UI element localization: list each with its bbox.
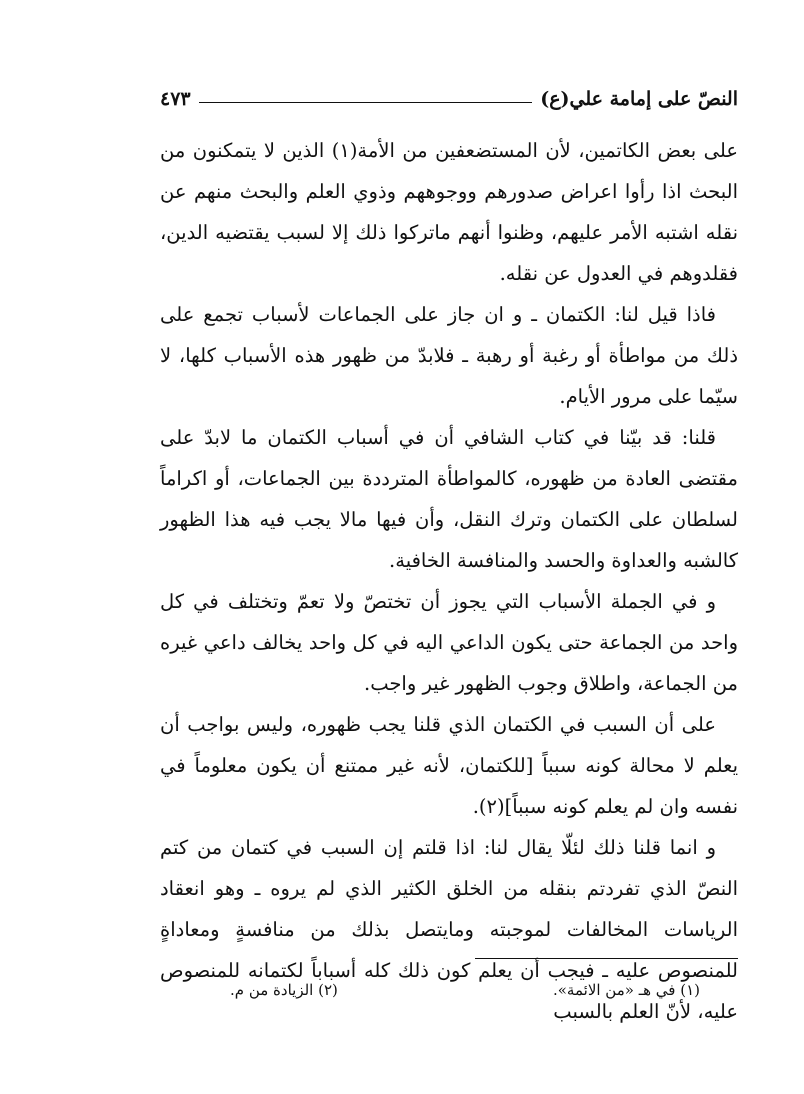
- paragraph: و في الجملة الأسباب التي يجوز أن تختصّ ولا تعمّ وتختلف في كل واحد من الجماعة حتى يكون الداعي اليه في كل واحد يخالف داعي غيره من الجماعة، واطلاق وجوب الظهور غير واجب.: [160, 590, 738, 695]
- body-text: [160, 130, 738, 1032]
- paragraph: على أن السبب في الكتمان الذي قلنا يجب ظهوره، وليس بواجب أن يعلم لا محالة كونه سبباً [للكتمان، لأنه غير ممتنع أن يكون معلوماً في نفسه وان لم يعلم كونه سبباً](٢).: [160, 713, 738, 818]
- footnote-rule: [475, 958, 738, 959]
- paragraph: قلنا: قد بيّنا في كتاب الشافي أن في أسباب الكتمان ما لابدّ على مقتضى العادة من ظهوره، كالمواطأة المترددة بين الجماعات، أو اكراماً لسلطان على الكتمان وترك النقل، وأن فيها مالا يجب فيه هذا الظهور كالشبه والعداوة والحسد والمنافسة الخافية.: [160, 426, 738, 572]
- footnote-2: (٢) الزيادة من م.: [230, 981, 338, 999]
- page-number: ٤٧٣: [160, 88, 191, 110]
- header-rule: [199, 102, 533, 103]
- running-title: النصّ على إمامة علي(ع): [540, 88, 738, 110]
- running-header: [160, 84, 738, 114]
- footnotes: [230, 978, 700, 1002]
- footnote-1: (١) في هـ «من الائمة».: [552, 981, 700, 999]
- paragraph: و انما قلنا ذلك لئلّا يقال لنا: اذا قلتم إن السبب في كتمان من كتم النصّ الذي تفردتم بنقله من الخلق الكثير الذي لم يروه ـ وهو انعقاد الرياسات المخالفات لموجبته ومايتصل بذلك من منافسةٍ ومعاداةٍ للمنصوص عليه ـ فيجب أن يعلم كون ذلك كله أسباباً لكتمانه للمنصوص عليه، لأنّ العلم بالسبب: [160, 836, 738, 1023]
- paragraph: على بعض الكاتمين، لأن المستضعفين من الأمة(١) الذين لا يتمكنون من البحث اذا رأوا اعراض صدورهم ووجوههم وذوي العلم والبحث منهم عن نقله اشتبه الأمر عليهم، وظنوا أنهم ماتركوا ذلك إلا لسبب يقتضيه الدين، فقلدوهم في العدول عن نقله.: [160, 139, 739, 285]
- paragraph: فاذا قيل لنا: الكتمان ـ و ان جاز على الجماعات لأسباب تجمع على ذلك من مواطأة أو رغبة أو رهبة ـ فلابدّ من ظهور هذه الأسباب كلها، لا سيّما على مرور الأيام.: [160, 303, 738, 408]
